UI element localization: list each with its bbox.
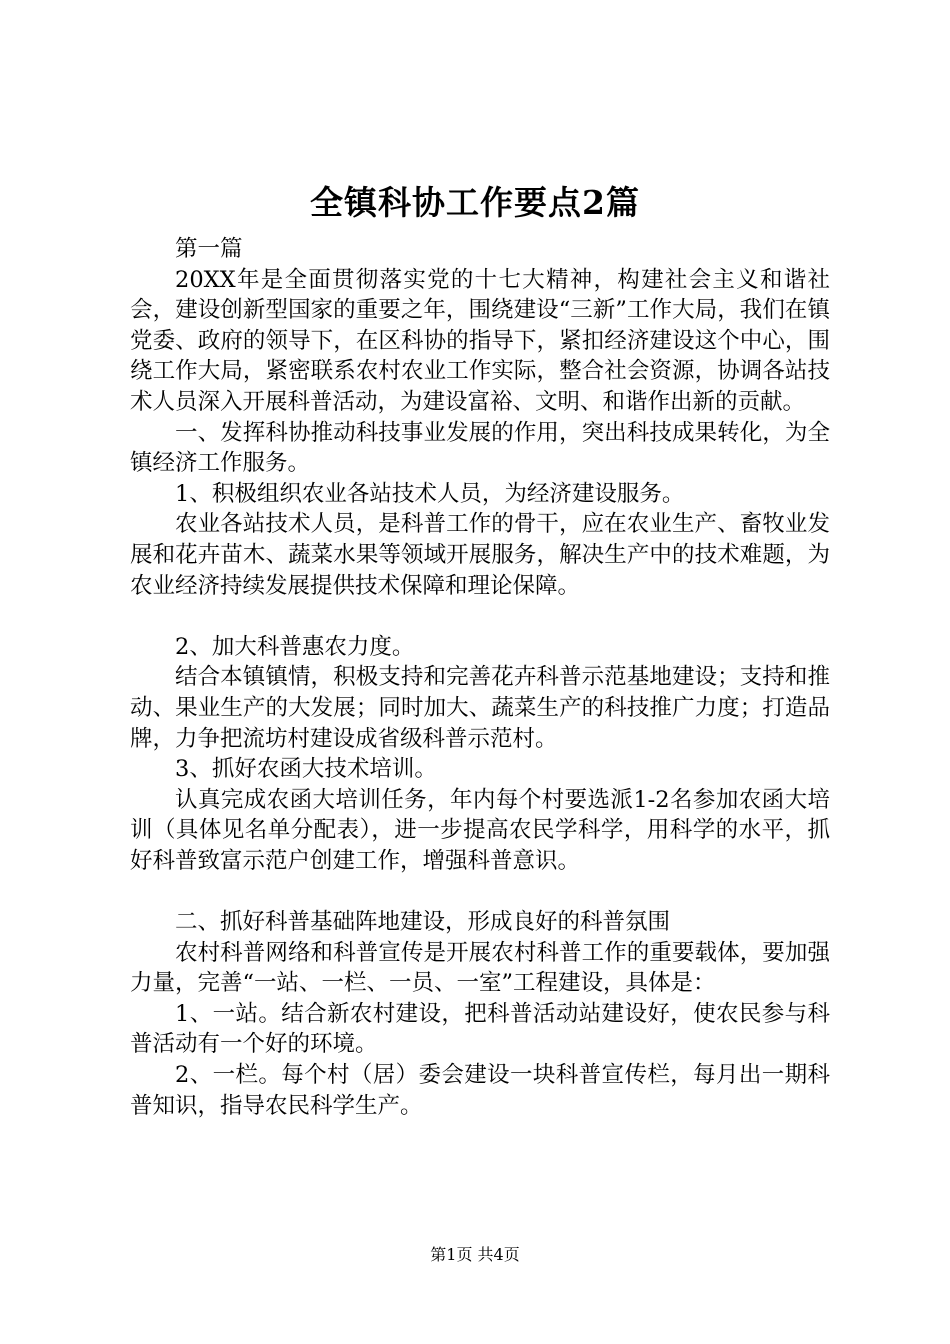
section-heading: 第一篇 <box>175 236 243 262</box>
section-heading: 二、抓好科普基础阵地建设，形成良好的科普氛围 <box>175 909 671 936</box>
list-item: 2、一栏。每个村（居）委会建设一块科普宣传栏，每月出一期科普知识，指导农民科学生产。 <box>130 1062 830 1119</box>
body-paragraph: 认真完成农函大培训任务，年内每个村要选派1-2名参加农函大培训（具体见名单分配表），进一步提高农民学科学，用科学的水平，抓好科普致富示范户创建工作，增强科普意识。 <box>130 786 830 874</box>
document-body <box>130 234 830 1121</box>
section-heading: 一、发挥科协推动科技事业发展的作用，突出科技成果转化，为全镇经济工作服务。 <box>130 419 830 477</box>
blank-line <box>130 876 830 907</box>
body-paragraph: 农业各站技术人员，是科普工作的骨干，应在农业生产、畜牧业发展和花卉苗木、蔬菜水果等领域开展服务，解决生产中的技术难题，为农业经济持续发展提供技术保障和理论保障。 <box>130 511 830 599</box>
body-paragraph: 农村科普网络和科普宣传是开展农村科普工作的重要载体，要加强力量，完善“一站、一栏、一员、一室”工程建设，具体是： <box>130 939 830 997</box>
list-item: 1、一站。结合新农村建设，把科普活动站建设好，使农民参与科普活动有一个好的环境。 <box>130 1000 830 1058</box>
subsection-heading: 3、抓好农函大技术培训。 <box>175 756 437 783</box>
subsection-heading: 2、加大科普惠农力度。 <box>175 633 415 660</box>
body-paragraph: 20XX年是全面贯彻落实党的十七大精神，构建社会主义和谐社会，建设创新型国家的重要之年，围绕建设“三新”工作大局，我们在镇党委、政府的领导下，在区科协的指导下，紧扣经济建设这个中心，围绕工作大局，紧密联系农村农业工作实际，整合社会资源，协调各站技术人员深入开展科普活动，为建设富裕、文明、和谐作出新的贡献。 <box>130 266 830 415</box>
body-paragraph: 结合本镇镇情，积极支持和完善花卉科普示范基地建设；支持和推动、果业生产的大发展；同时加大、蔬菜生产的科技推广力度；打造品牌，力争把流坊村建设成省级科普示范村。 <box>130 664 830 752</box>
page-number: 第1页 共4页 <box>430 1245 520 1264</box>
document-title: 全镇科协工作要点2篇 <box>310 183 640 222</box>
blank-line <box>130 601 830 632</box>
subsection-heading: 1、积极组织农业各站技术人员，为经济建设服务。 <box>175 480 685 507</box>
